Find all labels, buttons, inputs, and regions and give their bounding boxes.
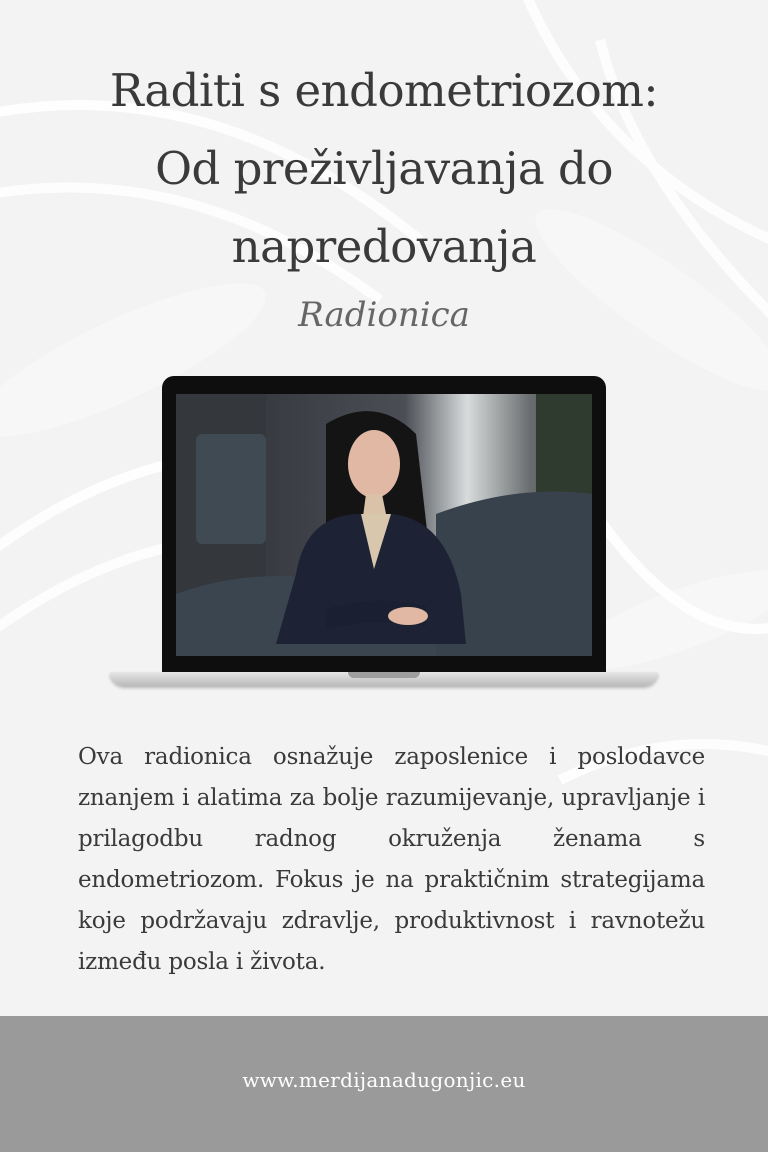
title-line-2: Od preživljavanja do (155, 142, 613, 195)
page-subtitle: Radionica (298, 295, 470, 335)
title-line-1: Raditi s endometriozom: (109, 64, 659, 117)
laptop-mockup (110, 376, 658, 692)
website-link[interactable]: www.merdijanadugonjic.eu (242, 1068, 526, 1092)
title-line-3: napredovanja (231, 220, 537, 273)
laptop-notch (348, 672, 420, 678)
laptop-screen-photo (176, 394, 592, 656)
footer-band (0, 1016, 768, 1152)
presenter-portrait-image (176, 394, 592, 656)
workshop-description: Ova radionica osnažuje zaposlenice i poslodavce znanjem i alatima za bolje razumijevanje, upravljanje i prilagodbu radnog okruženja ženama s endometriozom. Fokus je na praktičnim strategijama koje podržavaju zdravlje, produktivnost i ravnotežu između posla i života. (78, 744, 705, 975)
page-title (0, 52, 768, 286)
